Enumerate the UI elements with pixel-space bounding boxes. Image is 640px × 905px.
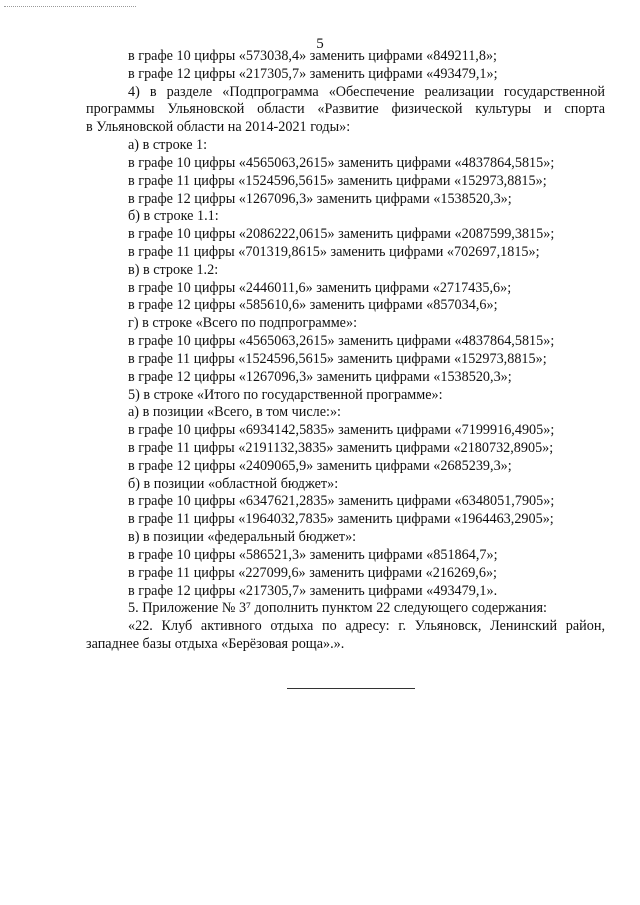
text-line: в графе 12 цифры «217305,7» заменить цифрами «493479,1»; — [128, 66, 498, 82]
text-line: в) в позиции «федеральный бюджет»: — [128, 529, 357, 545]
text-line: в графе 10 цифры «573038,4» заменить цифрами «849211,8»; — [128, 48, 497, 64]
text-line: в графе 10 цифры «6347621,2835» заменить цифрами «6348051,7905»; — [128, 493, 555, 509]
text-line: в графе 12 цифры «1267096,3» заменить цифрами «1538520,3»; — [128, 191, 512, 207]
text-line: а) в позиции «Всего, в том числе:»: — [128, 404, 341, 420]
text-line: г) в строке «Всего по подпрограмме»: — [128, 315, 358, 331]
text-line: а) в строке 1: — [128, 137, 208, 153]
text-line: в графе 10 цифры «4565063,2615» заменить цифрами «4837864,5815»; — [128, 155, 555, 171]
text-line: б) в строке 1.1: — [128, 208, 219, 224]
text-line: в графе 11 цифры «701319,8615» заменить цифрами «702697,1815»; — [128, 244, 540, 260]
text-line: в графе 12 цифры «585610,6» заменить цифрами «857034,6»; — [128, 297, 498, 313]
text-line: в графе 12 цифры «1267096,3» заменить цифрами «1538520,3»; — [128, 369, 512, 385]
closing-divider — [287, 688, 415, 689]
text-line: в графе 11 цифры «2191132,3835» заменить цифрами «2180732,8905»; — [128, 440, 554, 456]
text-line: 5. Приложение № 3⁷ дополнить пунктом 22 следующего содержания: — [128, 600, 547, 616]
text-line: западнее базы отдыха «Берёзовая роща».». — [86, 636, 345, 652]
text-line: программы Ульяновской области «Развитие физической культуры и спорта — [86, 101, 605, 117]
text-line: в графе 10 цифры «4565063,2615» заменить цифрами «4837864,5815»; — [128, 333, 555, 349]
text-line: в графе 12 цифры «2409065,9» заменить цифрами «2685239,3»; — [128, 458, 512, 474]
text-line: в графе 11 цифры «1524596,5615» заменить цифрами «152973,8815»; — [128, 351, 547, 367]
text-line: в графе 11 цифры «1524596,5615» заменить цифрами «152973,8815»; — [128, 173, 547, 189]
text-line: в графе 10 цифры «2086222,0615» заменить цифрами «2087599,3815»; — [128, 226, 555, 242]
text-line: «22. Клуб активного отдыха по адресу: г. Ульяновск, Ленинский район, — [128, 618, 605, 634]
text-line: в графе 11 цифры «1964032,7835» заменить цифрами «1964463,2905»; — [128, 511, 554, 527]
text-line: в) в строке 1.2: — [128, 262, 219, 278]
text-line: в графе 11 цифры «227099,6» заменить цифрами «216269,6»; — [128, 565, 497, 581]
text-line: в графе 10 цифры «2446011,6» заменить цифрами «2717435,6»; — [128, 280, 512, 296]
text-line: в графе 10 цифры «6934142,5835» заменить цифрами «7199916,4905»; — [128, 422, 555, 438]
text-line: в графе 12 цифры «217305,7» заменить цифрами «493479,1». — [128, 583, 498, 599]
text-line: в графе 10 цифры «586521,3» заменить цифрами «851864,7»; — [128, 547, 498, 563]
text-line: б) в позиции «областной бюджет»: — [128, 476, 339, 492]
scan-artifact — [4, 6, 136, 7]
text-line: 5) в строке «Итого по государственной программе»: — [128, 387, 443, 403]
page-number: 5 — [316, 36, 324, 52]
text-line: 4) в разделе «Подпрограмма «Обеспечение реализации государственной — [128, 84, 605, 100]
text-line: в Ульяновской области на 2014-2021 годы»: — [86, 119, 351, 135]
